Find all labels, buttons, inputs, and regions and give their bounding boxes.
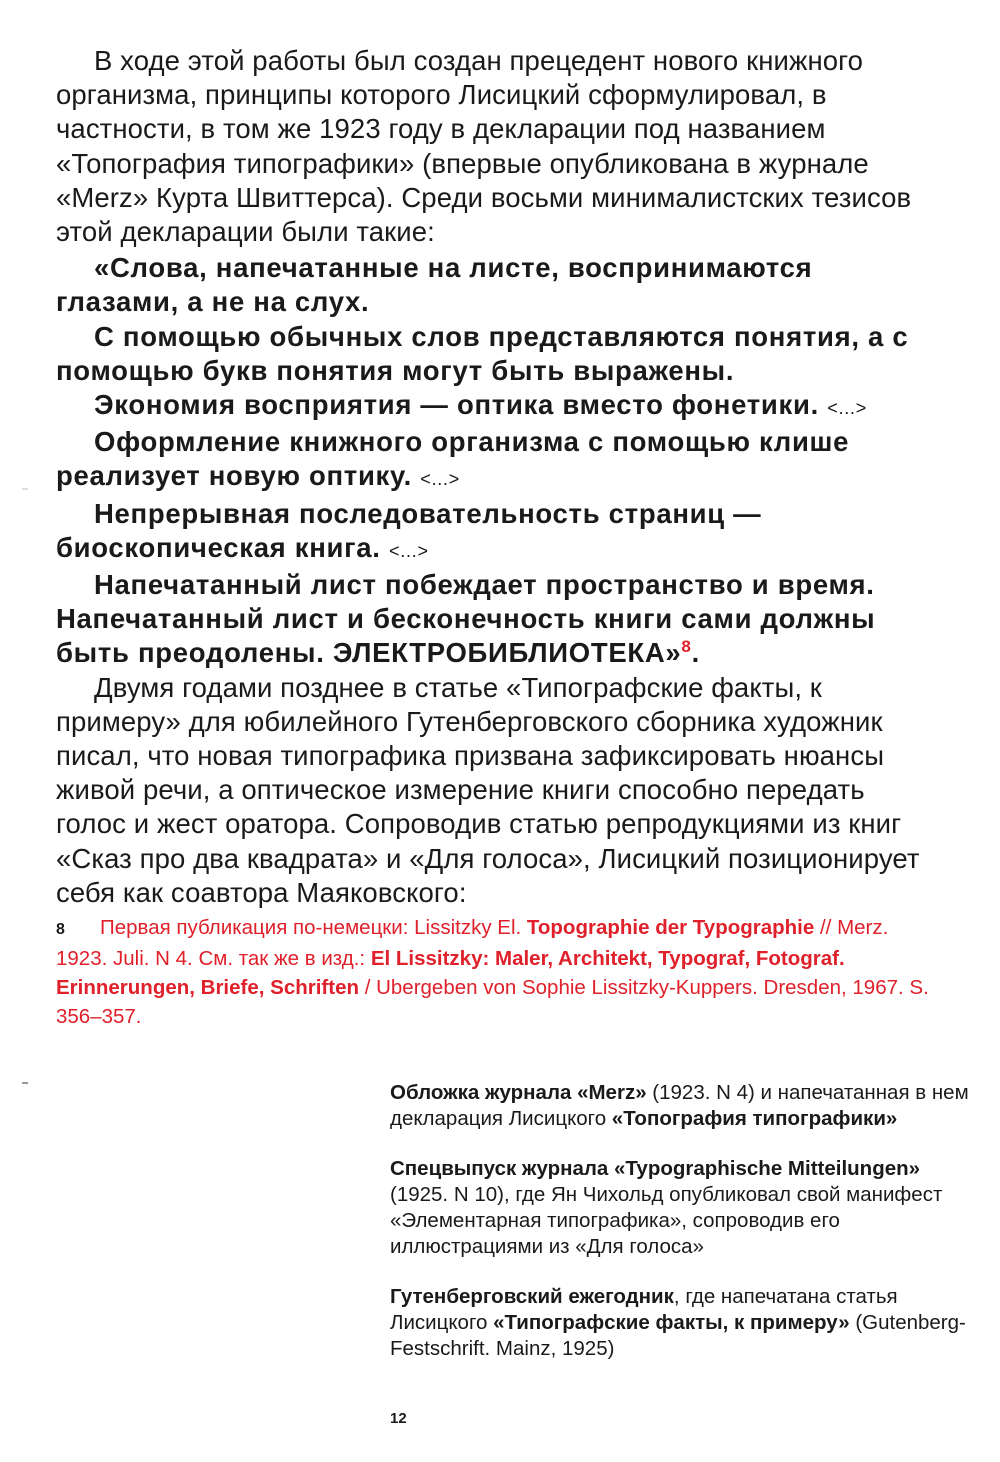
caption-1-bold-1: Обложка журнала «Merz» bbox=[390, 1081, 647, 1104]
quote-text-1: «Слова, напечатанные на листе, воспринимаются глазами, а не на слух. bbox=[56, 252, 813, 318]
quote-line-4 bbox=[56, 425, 932, 496]
quote-line-1 bbox=[56, 251, 932, 319]
caption-1 bbox=[390, 1080, 980, 1132]
caption-3-bold-2: «Типографские факты, к примеру» bbox=[493, 1311, 850, 1334]
margin-mark bbox=[22, 1082, 28, 1084]
paragraph-second: Двумя годами позднее в статье «Типографские факты, к примеру» для юбилейного Гутенберговского сборника художник писал, что новая типографика призвана зафиксировать нюансы живой речи, а оптическое измерение книги способно передать голос и жест оратора. Сопроводив статью репродукциями из книг «Сказ про два квадрата» и «Для голоса», Лисицкий позиционирует себя как соавтора Маяковского: bbox=[56, 671, 920, 908]
caption-3-bold-1: Гутенберговский ежегодник bbox=[390, 1285, 674, 1308]
footnote-number: 8 bbox=[56, 921, 65, 938]
footnote-text-2: // Merz. 1923. Juli. N 4. См. так же в изд.: bbox=[56, 916, 889, 970]
caption-1-text: (1923. N 4) и напечатанная в нем декларация Лисицкого bbox=[390, 1081, 969, 1130]
quote-line-2 bbox=[56, 320, 932, 388]
footnote-text-1: Первая публикация по-немецки: Lissitzky El. bbox=[100, 916, 527, 939]
declaration-quote bbox=[56, 251, 932, 670]
caption-3-text-1: , где напечатана статья Лисицкого bbox=[390, 1285, 898, 1334]
quote-text-3: Экономия восприятия — оптика вместо фонетики. bbox=[94, 389, 819, 421]
page-number: 12 bbox=[390, 1410, 407, 1427]
quote-line-6: Напечатанный лист побеждает пространство и время. Напечатанный лист и бесконечность книги сами должны быть преодолены. ЭЛЕКТРОБИБЛИОТЕКА»$^8$. bbox=[56, 569, 876, 669]
ellipsis-5: <…> bbox=[388, 540, 429, 561]
footnote-text-3: / Ubergeben von Sophie Lissitzky-Kuppers. Dresden, 1967. S. 356–357. bbox=[56, 976, 929, 1028]
caption-2 bbox=[390, 1156, 980, 1260]
margin-mark bbox=[22, 488, 28, 490]
paragraph-intro: В ходе этой работы был создан прецедент нового книжного организма, принципы которого Лисицкий сформулировал, в частности, в том же 1923 году в декларации под названием «Топография типографики» (впервые опубликована в журнале «Merz» Курта Швиттерса). Среди восьми минималистских тезисов этой декларации были такие: bbox=[56, 45, 912, 248]
quote-line-5 bbox=[56, 497, 932, 568]
footnote-title-1: Topographie der Typographie bbox=[526, 916, 815, 939]
caption-3-text-2: (Gutenberg-Festschrift. Mainz, 1925) bbox=[390, 1311, 966, 1360]
ellipsis-3: <…> bbox=[827, 398, 867, 419]
caption-2-text: (1925. N 10), где Ян Чихольд опубликовал свой манифест «Элементарная типографика», сопроводив его иллюстрациями из «Для голоса» bbox=[390, 1183, 943, 1258]
footnote-ref[interactable]: 8 bbox=[681, 637, 692, 657]
caption-1-bold-2: «Топография типографики» bbox=[611, 1107, 898, 1130]
quote-text-2: С помощью обычных слов представляются понятия, а с помощью букв понятия могут быть выражены. bbox=[56, 320, 909, 386]
caption-3 bbox=[390, 1284, 980, 1362]
quote-text-6: Напечатанный лист побеждает пространство и время. Напечатанный лист и бесконечность книги сами должны быть преодолены. ЭЛЕКТРОБИБЛИОТЕКА» bbox=[56, 569, 876, 669]
ellipsis-4: <…> bbox=[420, 469, 460, 490]
main-text bbox=[56, 44, 932, 910]
caption-2-bold: Спецвыпуск журнала «Typographische Mitteilungen» bbox=[390, 1157, 921, 1180]
quote-line-3 bbox=[56, 388, 932, 425]
footnote-title-2: El Lissitzky: Maler, Architekt, Typograf, Fotograf. Erinnerungen, Briefe, Schriften bbox=[56, 947, 845, 999]
footnote bbox=[56, 913, 936, 1031]
quote-text-4: Оформление книжного организма с помощью клише реализует новую оптику. bbox=[56, 426, 850, 492]
captions bbox=[390, 1080, 980, 1386]
quote-text-5: Непрерывная последовательность страниц — биоскопическая книга. bbox=[56, 497, 762, 563]
